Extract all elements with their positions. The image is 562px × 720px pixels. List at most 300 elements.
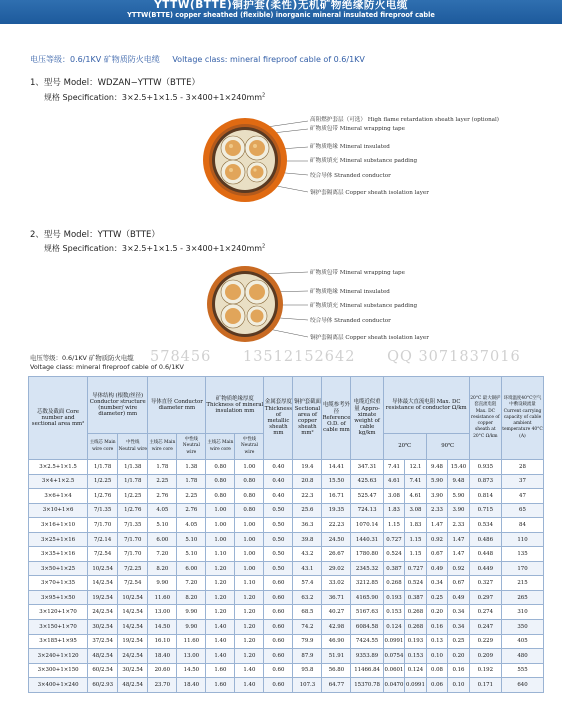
table-cell: 1.00 [235,460,264,475]
table-cell: 170 [501,561,543,576]
table-cell: 4.61 [405,489,427,504]
table-cell: 56.80 [322,663,351,678]
table-cell: 0.124 [383,620,405,635]
table-cell: 2.25 [148,474,177,489]
table-cell: 9.48 [448,474,470,489]
table-cell: 43.1 [293,561,322,576]
table-cell: 79.9 [293,634,322,649]
callout-2-3: 矿物质填充 Mineral substance padding [310,303,418,309]
header-cable-od: 电缆参考外径 Reference O.D. of cable mm [322,377,351,460]
table-cell: 0.814 [469,489,501,504]
table-body [29,460,544,693]
table-cell: 3×10+1×6 [29,503,88,518]
table-row [29,532,544,547]
table-cell: 5.10 [148,518,177,533]
table-cell: 12.1 [405,460,427,475]
table-cell: 1.00 [235,532,264,547]
table-cell: 5.10 [177,532,206,547]
header-diameter: 导体直径 Conductor diameter mm [148,377,206,434]
table-cell: 4.05 [177,518,206,533]
table-cell: 0.0601 [383,663,405,678]
table-cell: 0.486 [469,532,501,547]
voltage-class-2-cn: 电压等级：0.6/1KV 矿物质防火电缆 [30,354,134,362]
table-cell: 29.02 [322,561,351,576]
header-metal-sheath: 金属套厚度 Thickness of metallic sheath mm [264,377,293,460]
table-cell: 3×70+1×35 [29,576,88,591]
header-main-core-3: 主线芯 Main wire core [206,434,235,460]
table-cell: 0.727 [383,532,405,547]
table-cell: 0.67 [426,547,448,562]
table-cell: 1.47 [448,547,470,562]
table-cell: 36.71 [322,590,351,605]
header-core: 芯数及截面 Core number and sectional area mm² [29,377,88,460]
callout-2-4: 绞合导体 Stranded conductor [310,318,391,324]
table-cell: 39.8 [293,532,322,547]
table-cell: 525.47 [351,489,383,504]
table-cell: 16.10 [148,634,177,649]
table-cell: 5.10 [177,547,206,562]
table-cell: 4.61 [383,474,405,489]
table-cell: 0.50 [264,547,293,562]
table-cell: 3×95+1×50 [29,590,88,605]
voltage-class-cn: 电压等级：0.6/1KV 矿物质防火电缆 [30,55,160,64]
table-row [29,518,544,533]
table-cell: 33.02 [322,576,351,591]
table-cell: 1.20 [235,590,264,605]
table-cell: 10/2.54 [88,561,118,576]
table-cell: 0.50 [264,532,293,547]
table-cell: 0.20 [448,649,470,664]
table-cell: 28 [501,460,543,475]
banner-title-cn: YTTW(BTTE)铜护套(柔性)无机矿物绝缘防火电缆 [154,0,408,11]
header-main-core-1: 主线芯 Main wire core [88,434,118,460]
table-cell: 3×4+1×2.5 [29,474,88,489]
table-cell: 1.38 [177,460,206,475]
table-cell: 14/2.54 [118,620,148,635]
table-cell: 1/2.25 [88,474,118,489]
table-cell: 0.193 [405,634,427,649]
table-cell: 0.60 [264,590,293,605]
table-cell: 0.0470 [383,678,405,693]
table-cell: 7/2.54 [88,547,118,562]
table-cell: 107.3 [293,678,322,693]
table-cell: 2.33 [426,503,448,518]
table-cell: 57.4 [293,576,322,591]
table-cell: 1.60 [206,663,235,678]
cable-cross-section-2 [200,258,310,348]
table-cell: 3×2.5+1×1.5 [29,460,88,475]
table-cell: 1.78 [177,474,206,489]
table-cell: 11.60 [148,590,177,605]
table-cell: 1.00 [206,503,235,518]
table-cell: 7/2.54 [118,576,148,591]
table-cell: 3×120+1×70 [29,605,88,620]
table-cell: 1.40 [235,663,264,678]
table-cell: 0.25 [426,590,448,605]
table-cell: 7.41 [405,474,427,489]
table-cell: 0.715 [469,503,501,518]
table-row [29,576,544,591]
table-cell: 0.80 [235,489,264,504]
title-banner [0,0,562,24]
table-cell: 0.92 [448,561,470,576]
header-sheath-resistance: 20°C 最大铜护套直流电阻 Max. DC resistance of copper sheath at 20°C Ω/km [469,377,501,460]
table-cell: 63.2 [293,590,322,605]
table-cell: 9.48 [426,460,448,475]
voltage-class-en: Voltage class: mineral fireproof cable of 0.6/1KV [172,55,365,64]
table-cell: 48/2.54 [88,649,118,664]
table-cell: 1.40 [206,649,235,664]
table-cell: 1.20 [206,561,235,576]
table-row [29,605,544,620]
table-cell: 3×240+1×120 [29,649,88,664]
table-cell: 3.90 [426,489,448,504]
table-cell: 0.209 [469,649,501,664]
table-cell: 4165.90 [351,590,383,605]
table-cell: 14/2.54 [118,605,148,620]
table-cell: 0.80 [206,489,235,504]
table-cell: 640 [501,678,543,693]
table-cell: 265 [501,590,543,605]
callout-2-2: 矿物质绝缘 Mineral insulated [310,289,390,295]
table-cell: 480 [501,649,543,664]
table-cell: 1.00 [206,518,235,533]
table-cell: 10/2.54 [118,590,148,605]
table-cell: 1.20 [235,634,264,649]
table-cell: 95.8 [293,663,322,678]
table-cell: 3.90 [448,503,470,518]
table-cell: 5167.63 [351,605,383,620]
table-cell: 0.0991 [405,678,427,693]
table-cell: 0.534 [469,518,501,533]
header-20c: 20℃ [383,434,426,460]
table-cell: 1070.14 [351,518,383,533]
table-cell: 0.0754 [383,649,405,664]
header-neutral-2: 中性线 Neutral wire [177,434,206,460]
table-cell: 1.83 [383,503,405,518]
table-cell: 0.34 [448,620,470,635]
table-cell: 1440.31 [351,532,383,547]
table-cell: 0.10 [448,678,470,693]
header-90c: 90℃ [426,434,469,460]
table-cell: 0.60 [264,649,293,664]
table-cell: 1/1.78 [88,460,118,475]
table-cell: 0.10 [426,649,448,664]
table-cell: 0.40 [264,489,293,504]
table-cell: 347.31 [351,460,383,475]
table-cell: 0.80 [235,474,264,489]
table-cell: 64.77 [322,678,351,693]
table-cell: 3×50+1×25 [29,561,88,576]
table-cell: 7/1.70 [118,547,148,562]
table-cell: 1.15 [405,532,427,547]
table-cell: 15.50 [322,474,351,489]
table-cell: 0.193 [383,590,405,605]
table-cell: 0.268 [383,576,405,591]
table-cell: 18.40 [177,678,206,693]
table-cell: 0.0991 [383,634,405,649]
table-cell: 19.4 [293,460,322,475]
callout-3: 矿物质绝缘 Mineral insulated [310,144,390,150]
table-cell: 0.935 [469,460,501,475]
table-cell: 1.20 [206,576,235,591]
table-cell: 24/2.54 [118,649,148,664]
table-cell: 7/2.25 [118,561,148,576]
table-row [29,663,544,678]
table-cell: 19/2.54 [118,634,148,649]
table-cell: 7.41 [383,460,405,475]
table-cell: 5.90 [426,474,448,489]
table-cell: 0.16 [426,620,448,635]
table-row [29,590,544,605]
table-cell: 0.40 [264,474,293,489]
table-cell: 1.78 [148,460,177,475]
table-cell: 1.40 [206,634,235,649]
table-cell: 0.49 [448,590,470,605]
table-cell: 1.20 [235,649,264,664]
table-cell: 1.00 [206,532,235,547]
table-cell: 1.20 [206,605,235,620]
table-cell: 6084.58 [351,620,383,635]
header-weight: 电缆近似重量 Appro-ximate weight of cable kg/km [351,377,383,460]
header-dc-resistance: 导体最大直流电阻 Max. DC resistance of conductor Ω/km [383,377,469,434]
table-cell: 22.3 [293,489,322,504]
table-cell: 43.2 [293,547,322,562]
table-cell: 0.16 [448,663,470,678]
table-row [29,460,544,475]
table-cell: 9.90 [177,620,206,635]
table-cell: 7.20 [177,576,206,591]
callout-2-5: 铜护套隔离层 Copper sheath isolation layer [310,335,429,341]
table-cell: 2.33 [448,518,470,533]
model2-spec: 规格 Specification：$3\times 2.5+1\times 1.5 - 3\times 400+1\times 240mm^2$ [44,243,266,253]
table-cell: 20.8 [293,474,322,489]
voltage-class-2-en: Voltage class: mineral fireproof cable of 0.6/1KV [30,363,184,371]
table-cell: 22.23 [322,518,351,533]
table-cell: 7.20 [148,547,177,562]
table-cell: 0.153 [383,605,405,620]
table-cell: 0.153 [405,649,427,664]
table-cell: 310 [501,605,543,620]
table-cell: 1.15 [405,547,427,562]
watermark-1: 578456 [150,349,212,365]
table-cell: 30/2.54 [88,620,118,635]
table-cell: 1.83 [405,518,427,533]
table-cell: 6.00 [148,532,177,547]
table-cell: 5.90 [448,489,470,504]
table-cell: 3×185+1×95 [29,634,88,649]
header-neutral-3: 中性线 Neutral wire [235,434,264,460]
table-cell: 3×35+1×16 [29,547,88,562]
model2-heading: 2、型号 Model：YTTW（BTTE） [30,230,160,240]
table-cell: 0.13 [426,634,448,649]
table-row [29,634,544,649]
table-cell: 42.98 [322,620,351,635]
table-cell: 2345.32 [351,561,383,576]
table-cell: 0.49 [426,561,448,576]
cable-cross-section-1 [200,110,310,210]
watermark-2: 13512152642 [242,349,356,365]
table-cell: 4.05 [148,503,177,518]
table-cell: 0.08 [426,663,448,678]
header-current: 环境温度40°C空气中敷设载流量 Current carrying capacity of cable ambient temperature 40°C (A) [501,377,543,460]
table-cell: 0.274 [469,605,501,620]
table-cell: 87.9 [293,649,322,664]
table-cell: 7/1.70 [118,532,148,547]
table-cell: 0.60 [264,663,293,678]
table-cell: 1.00 [235,561,264,576]
table-cell: 0.60 [264,576,293,591]
callout-6: 铜护套隔离层 Copper sheath isolation layer [310,190,429,196]
table-row [29,561,544,576]
table-cell: 3×300+1×150 [29,663,88,678]
table-cell: 84 [501,518,543,533]
table-cell: 37/2.54 [88,634,118,649]
table-cell: 1780.80 [351,547,383,562]
table-cell: 405 [501,634,543,649]
table-cell: 47 [501,489,543,504]
table-cell: 0.60 [264,678,293,693]
table-cell: 0.34 [426,576,448,591]
table-cell: 15.40 [448,460,470,475]
table-cell: 1.20 [235,620,264,635]
header-neutral-1: 中性线 Neutral wire [118,434,148,460]
table-cell: 0.171 [469,678,501,693]
table-cell: 36.3 [293,518,322,533]
table-cell: 0.449 [469,561,501,576]
table-cell: 16.71 [322,489,351,504]
table-cell: 3×400+1×240 [29,678,88,693]
table-cell: 65 [501,503,543,518]
table-cell: 1.15 [383,518,405,533]
table-cell: 0.60 [264,634,293,649]
watermark-3: QQ 3071837016 [387,349,521,365]
table-cell: 8.20 [148,561,177,576]
table-cell: 425.63 [351,474,383,489]
model1-heading: 1、型号 Model：WDZAN−YTTW（BTTE） [30,78,200,88]
table-cell: 20.60 [148,663,177,678]
header-structure: 导体结构 (根数/丝径) Conductor structure (number/ wire diameter) mm [88,377,148,434]
table-cell: 13.00 [177,649,206,664]
table-cell: 51.91 [322,649,351,664]
table-cell: 1.60 [206,678,235,693]
table-cell: 0.268 [405,605,427,620]
table-cell: 24.50 [322,532,351,547]
table-cell: 0.192 [469,663,501,678]
table-cell: 0.229 [469,634,501,649]
table-cell: 110 [501,532,543,547]
table-cell: 11.60 [177,634,206,649]
table-cell: 24/2.54 [88,605,118,620]
table-cell: 26.67 [322,547,351,562]
callout-2-1: 矿物质包带 Mineral wrapping tape [310,270,405,276]
table-cell: 350 [501,620,543,635]
voltage-class [30,54,365,65]
table-cell: 46.90 [322,634,351,649]
table-cell: 3×16+1×10 [29,518,88,533]
table-cell: 23.70 [148,678,177,693]
table-cell: 74.2 [293,620,322,635]
table-row [29,649,544,664]
table-cell: 0.124 [405,663,427,678]
table-cell: 7/1.35 [118,518,148,533]
specification-table [28,376,544,693]
table-cell: 1.47 [426,518,448,533]
table-cell: 0.524 [383,547,405,562]
table-cell: 7/2.14 [88,532,118,547]
table-cell: 14.50 [148,620,177,635]
table-cell: 14/2.54 [88,576,118,591]
table-cell: 2.25 [177,489,206,504]
table-cell: 0.06 [426,678,448,693]
callout-5: 绞合导体 Stranded conductor [310,173,391,179]
table-cell: 0.80 [235,503,264,518]
table-cell: 555 [501,663,543,678]
table-cell: 1.10 [235,576,264,591]
table-cell: 0.34 [448,605,470,620]
table-cell: 7/1.70 [88,518,118,533]
table-cell: 3.08 [383,489,405,504]
table-cell: 0.80 [206,460,235,475]
table-cell: 0.92 [426,532,448,547]
table-cell: 37 [501,474,543,489]
table-cell: 724.13 [351,503,383,518]
table-cell: 60/2.54 [88,663,118,678]
banner-title-en: YTTW(BTTE) copper sheathed (flexible) inorganic mineral insulated fireproof cable [127,11,435,19]
table-cell: 1/2.76 [118,503,148,518]
table-cell: 13.00 [148,605,177,620]
model1-spec: 规格 Specification：$3\times 2.5+1\times 1.5 - 3\times 400+1\times 240mm^2$ [44,92,266,102]
table-cell: 1/1.78 [118,474,148,489]
table-cell: 0.524 [405,576,427,591]
table-cell: 0.67 [448,576,470,591]
table-cell: 48/2.54 [118,678,148,693]
table-cell: 8.20 [177,590,206,605]
table-cell: 215 [501,576,543,591]
table-cell: 1.40 [206,620,235,635]
table-cell: 9.90 [148,576,177,591]
table-cell: 2.76 [177,503,206,518]
table-cell: 60/2.93 [88,678,118,693]
table-cell: 0.40 [264,460,293,475]
table-row [29,503,544,518]
table-cell: 68.5 [293,605,322,620]
table-cell: 3×6+1×4 [29,489,88,504]
table-cell: 0.20 [426,605,448,620]
table-cell: 2.76 [148,489,177,504]
table-cell: 14.41 [322,460,351,475]
table-cell: 6.00 [177,561,206,576]
table-cell: 7/1.35 [88,503,118,518]
table-cell: 0.327 [469,576,501,591]
table-cell: 1.20 [235,605,264,620]
table-cell: 3.08 [405,503,427,518]
table-cell: 3×25+1×16 [29,532,88,547]
table-cell: 0.80 [206,474,235,489]
voltage-class-2 [30,354,184,372]
table-cell: 0.873 [469,474,501,489]
table-cell: 9.90 [177,605,206,620]
table-cell: 1.40 [235,678,264,693]
table-row [29,547,544,562]
table-cell: 1.00 [235,518,264,533]
table-cell: 3×150+1×70 [29,620,88,635]
table-cell: 7424.55 [351,634,383,649]
table-cell: 14.50 [177,663,206,678]
table-cell: 25.6 [293,503,322,518]
table-row [29,678,544,693]
table-cell: 135 [501,547,543,562]
